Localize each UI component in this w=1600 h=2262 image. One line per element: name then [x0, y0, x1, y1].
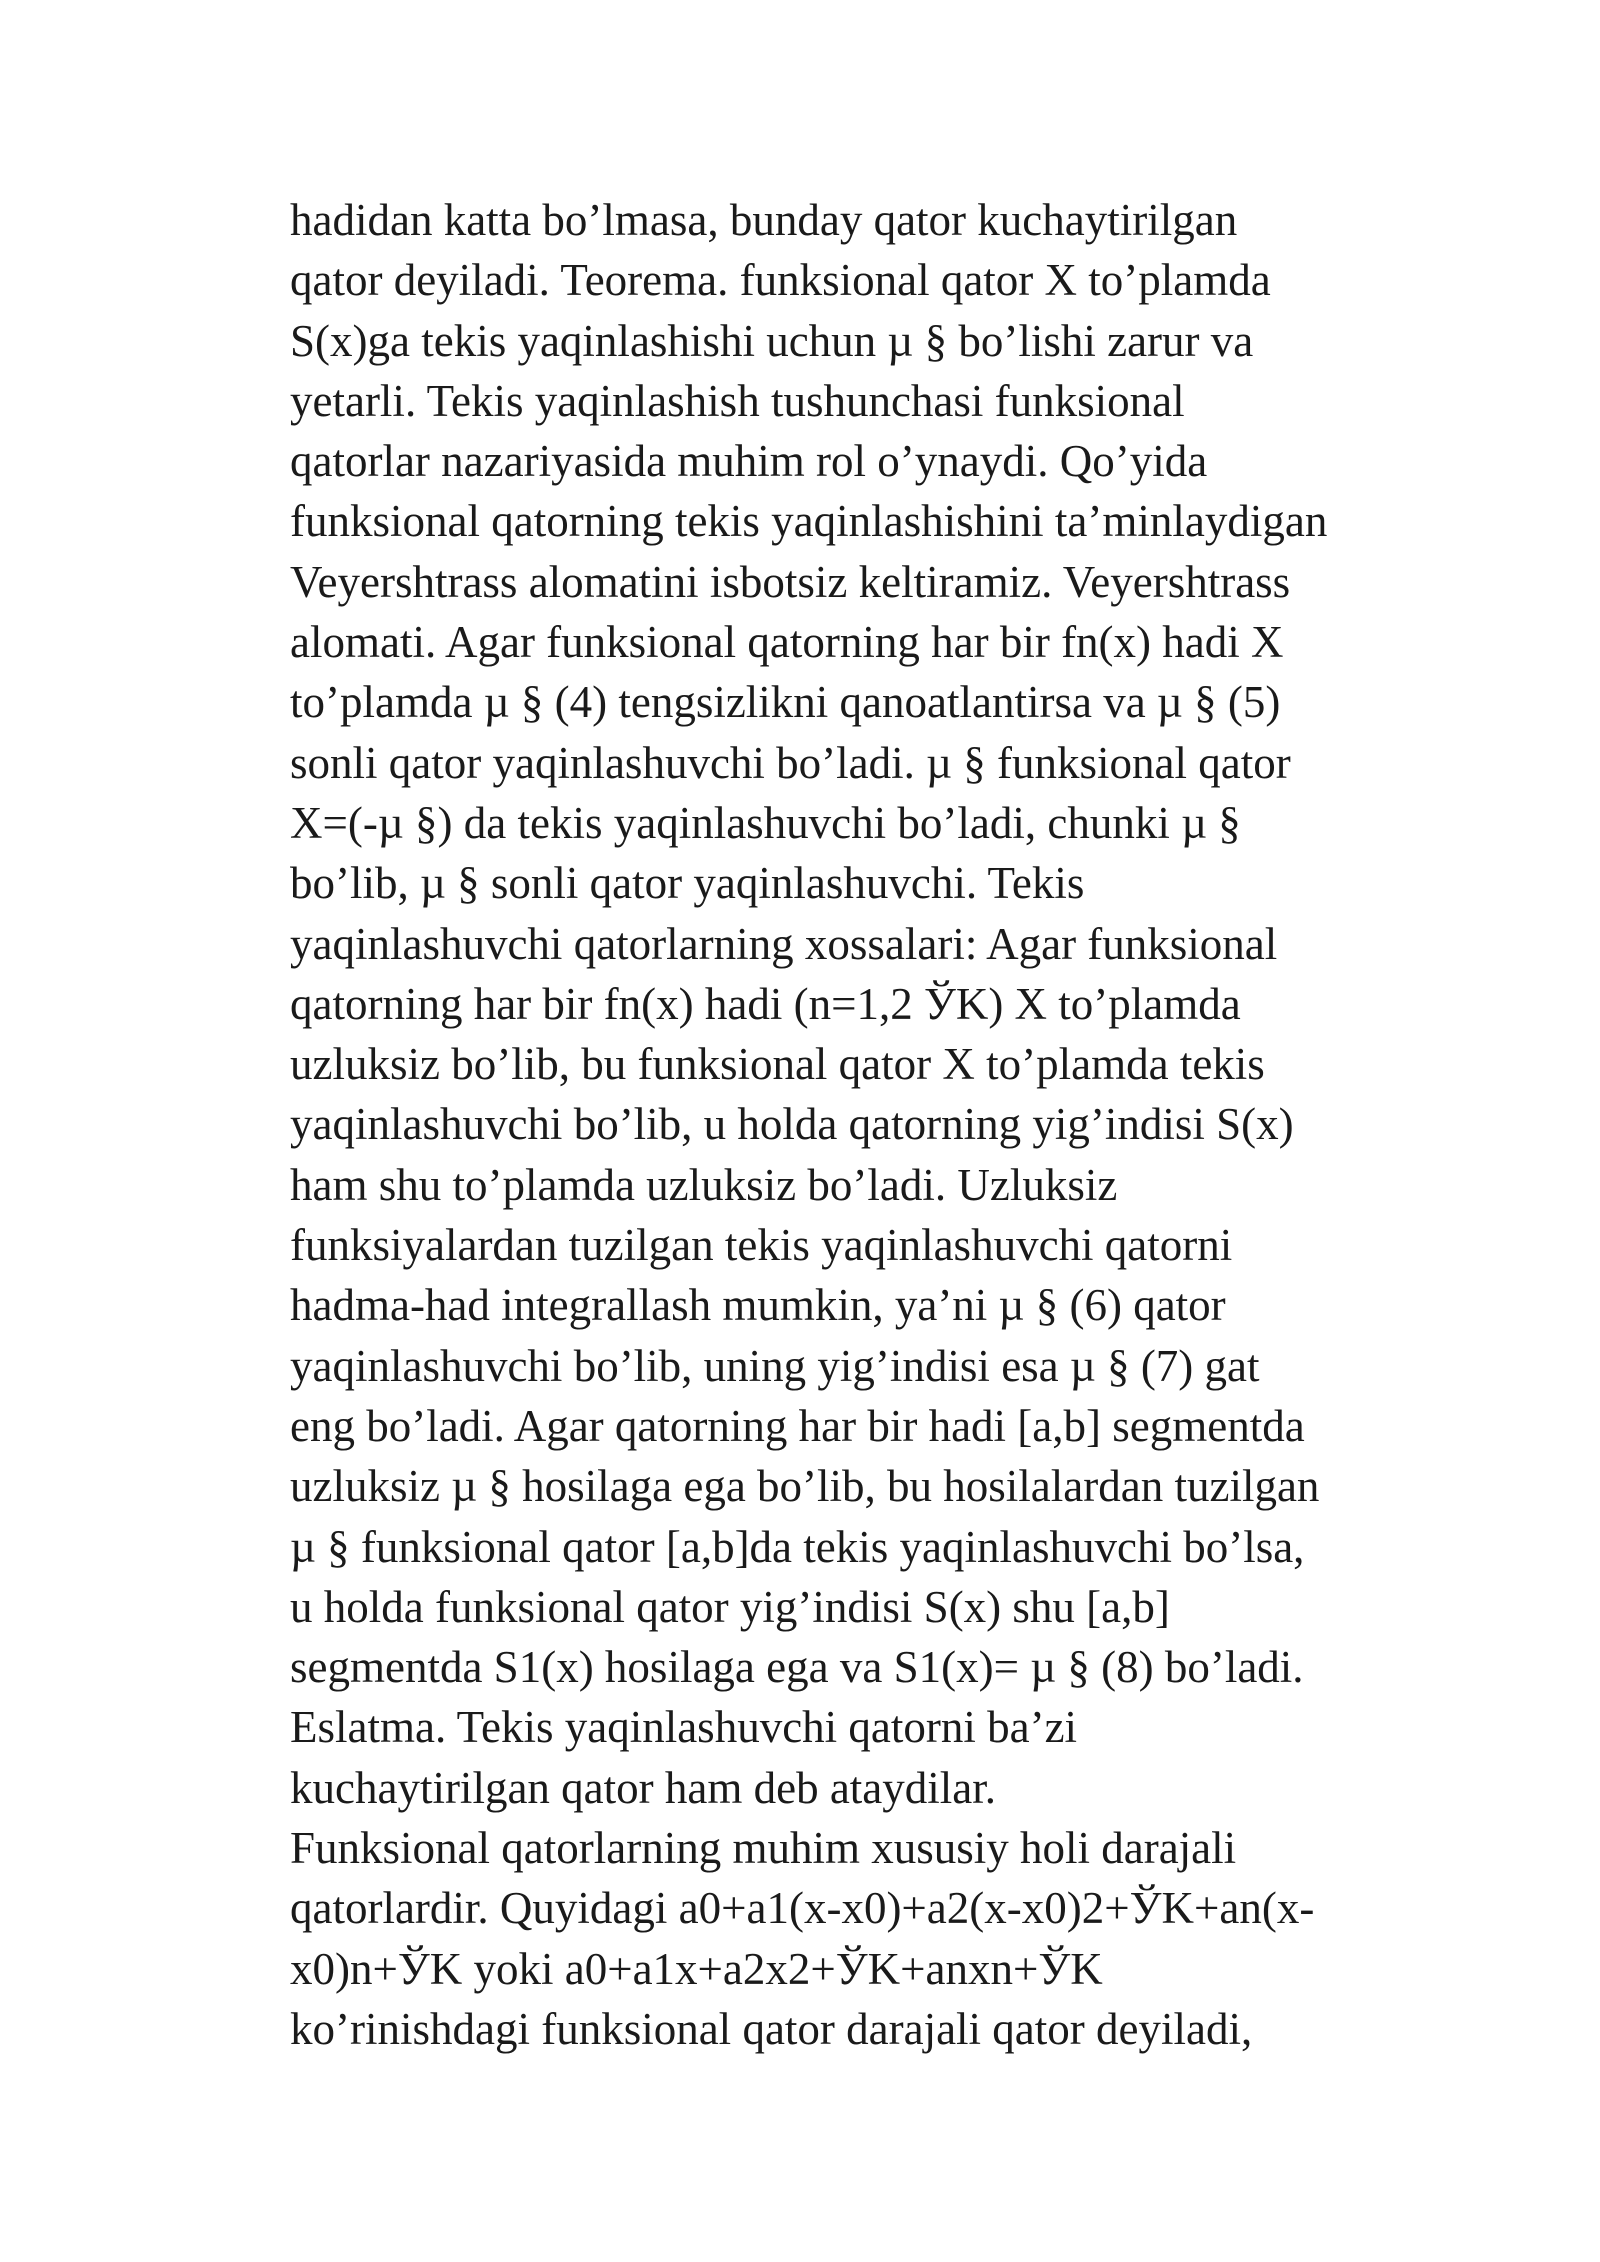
text-line: yetarli. Tekis yaqinlashish tushunchasi funksional: [290, 375, 1185, 426]
text-line: qatorning har bir fn(x) hadi (n=1,2 ЎK) X to’plamda: [290, 978, 1241, 1029]
text-line: yaqinlashuvchi bo’lib, uning yig’indisi esa µ § (7) gat: [290, 1340, 1260, 1391]
text-line: segmentda S1(x) hosilaga ega va S1(x)= µ § (8) bo’ladi.: [290, 1642, 1304, 1693]
text-line: qatorlardir. Quyidagi a0+a1(x-x0)+a2(x-x0)2+ЎK+an(x-: [290, 1883, 1315, 1934]
text-line: bo’lib, µ § sonli qator yaqinlashuvchi. Tekis: [290, 858, 1085, 909]
text-line: eng bo’ladi. Agar qatorning har bir hadi [a,b] segmentda: [290, 1400, 1305, 1451]
text-line: u holda funksional qator yig’indisi S(x) shu [a,b]: [290, 1581, 1170, 1632]
text-line: S(x)ga tekis yaqinlashishi uchun µ § bo’lishi zarur va: [290, 315, 1254, 366]
text-line: Eslatma. Tekis yaqinlashuvchi qatorni ba’zi: [290, 1702, 1078, 1753]
text-line: ham shu to’plamda uzluksiz bo’ladi. Uzluksiz: [290, 1159, 1118, 1210]
text-line: yaqinlashuvchi bo’lib, u holda qatorning yig’indisi S(x): [290, 1099, 1294, 1150]
text-line: qator deyiladi. Teorema. funksional qator X to’plamda: [290, 255, 1271, 306]
text-line: X=(-µ §) da tekis yaqinlashuvchi bo’ladi, chunki µ §: [290, 797, 1241, 848]
text-line: funksiyalardan tuzilgan tekis yaqinlashuvchi qatorni: [290, 1220, 1233, 1271]
text-line: Veyershtrass alomatini isbotsiz keltiramiz. Veyershtrass: [290, 556, 1291, 607]
text-line: funksional qatorning tekis yaqinlashishini ta’minlaydigan: [290, 496, 1328, 547]
text-line: kuchaytirilgan qator ham deb ataydilar.: [290, 1762, 997, 1813]
text-line: hadidan katta bo’lmasa, bunday qator kuchaytirilgan: [290, 195, 1238, 245]
text-line: qatorlar nazariyasida muhim rol o’ynaydi. Qo’yida: [290, 436, 1208, 487]
text-line: x0)n+ЎK yoki a0+a1x+a2x2+ЎK+anxn+ЎK: [290, 1943, 1103, 1994]
text-line: sonli qator yaqinlashuvchi bo’ladi. µ § funksional qator: [290, 737, 1291, 788]
body-text: [290, 190, 1450, 2059]
text-line: hadma-had integrallash mumkin, ya’ni µ § (6) qator: [290, 1280, 1226, 1331]
text-line: µ § funksional qator [a,b]da tekis yaqinlashuvchi bo’lsa,: [290, 1521, 1305, 1572]
text-line: uzluksiz µ § hosilaga ega bo’lib, bu hosilalardan tuzilgan: [290, 1461, 1320, 1512]
text-line: to’plamda µ § (4) tengsizlikni qanoatlantirsa va µ § (5): [290, 677, 1281, 728]
text-line: yaqinlashuvchi qatorlarning xossalari: Agar funksional: [290, 918, 1278, 969]
text-line: alomati. Agar funksional qatorning har bir fn(x) hadi X: [290, 617, 1284, 668]
text-line: Funksional qatorlarning muhim xususiy holi darajali: [290, 1823, 1237, 1874]
text-line: ko’rinishdagi funksional qator darajali qator deyiladi,: [290, 2003, 1253, 2054]
text-line: uzluksiz bo’lib, bu funksional qator X to’plamda tekis: [290, 1039, 1265, 1090]
